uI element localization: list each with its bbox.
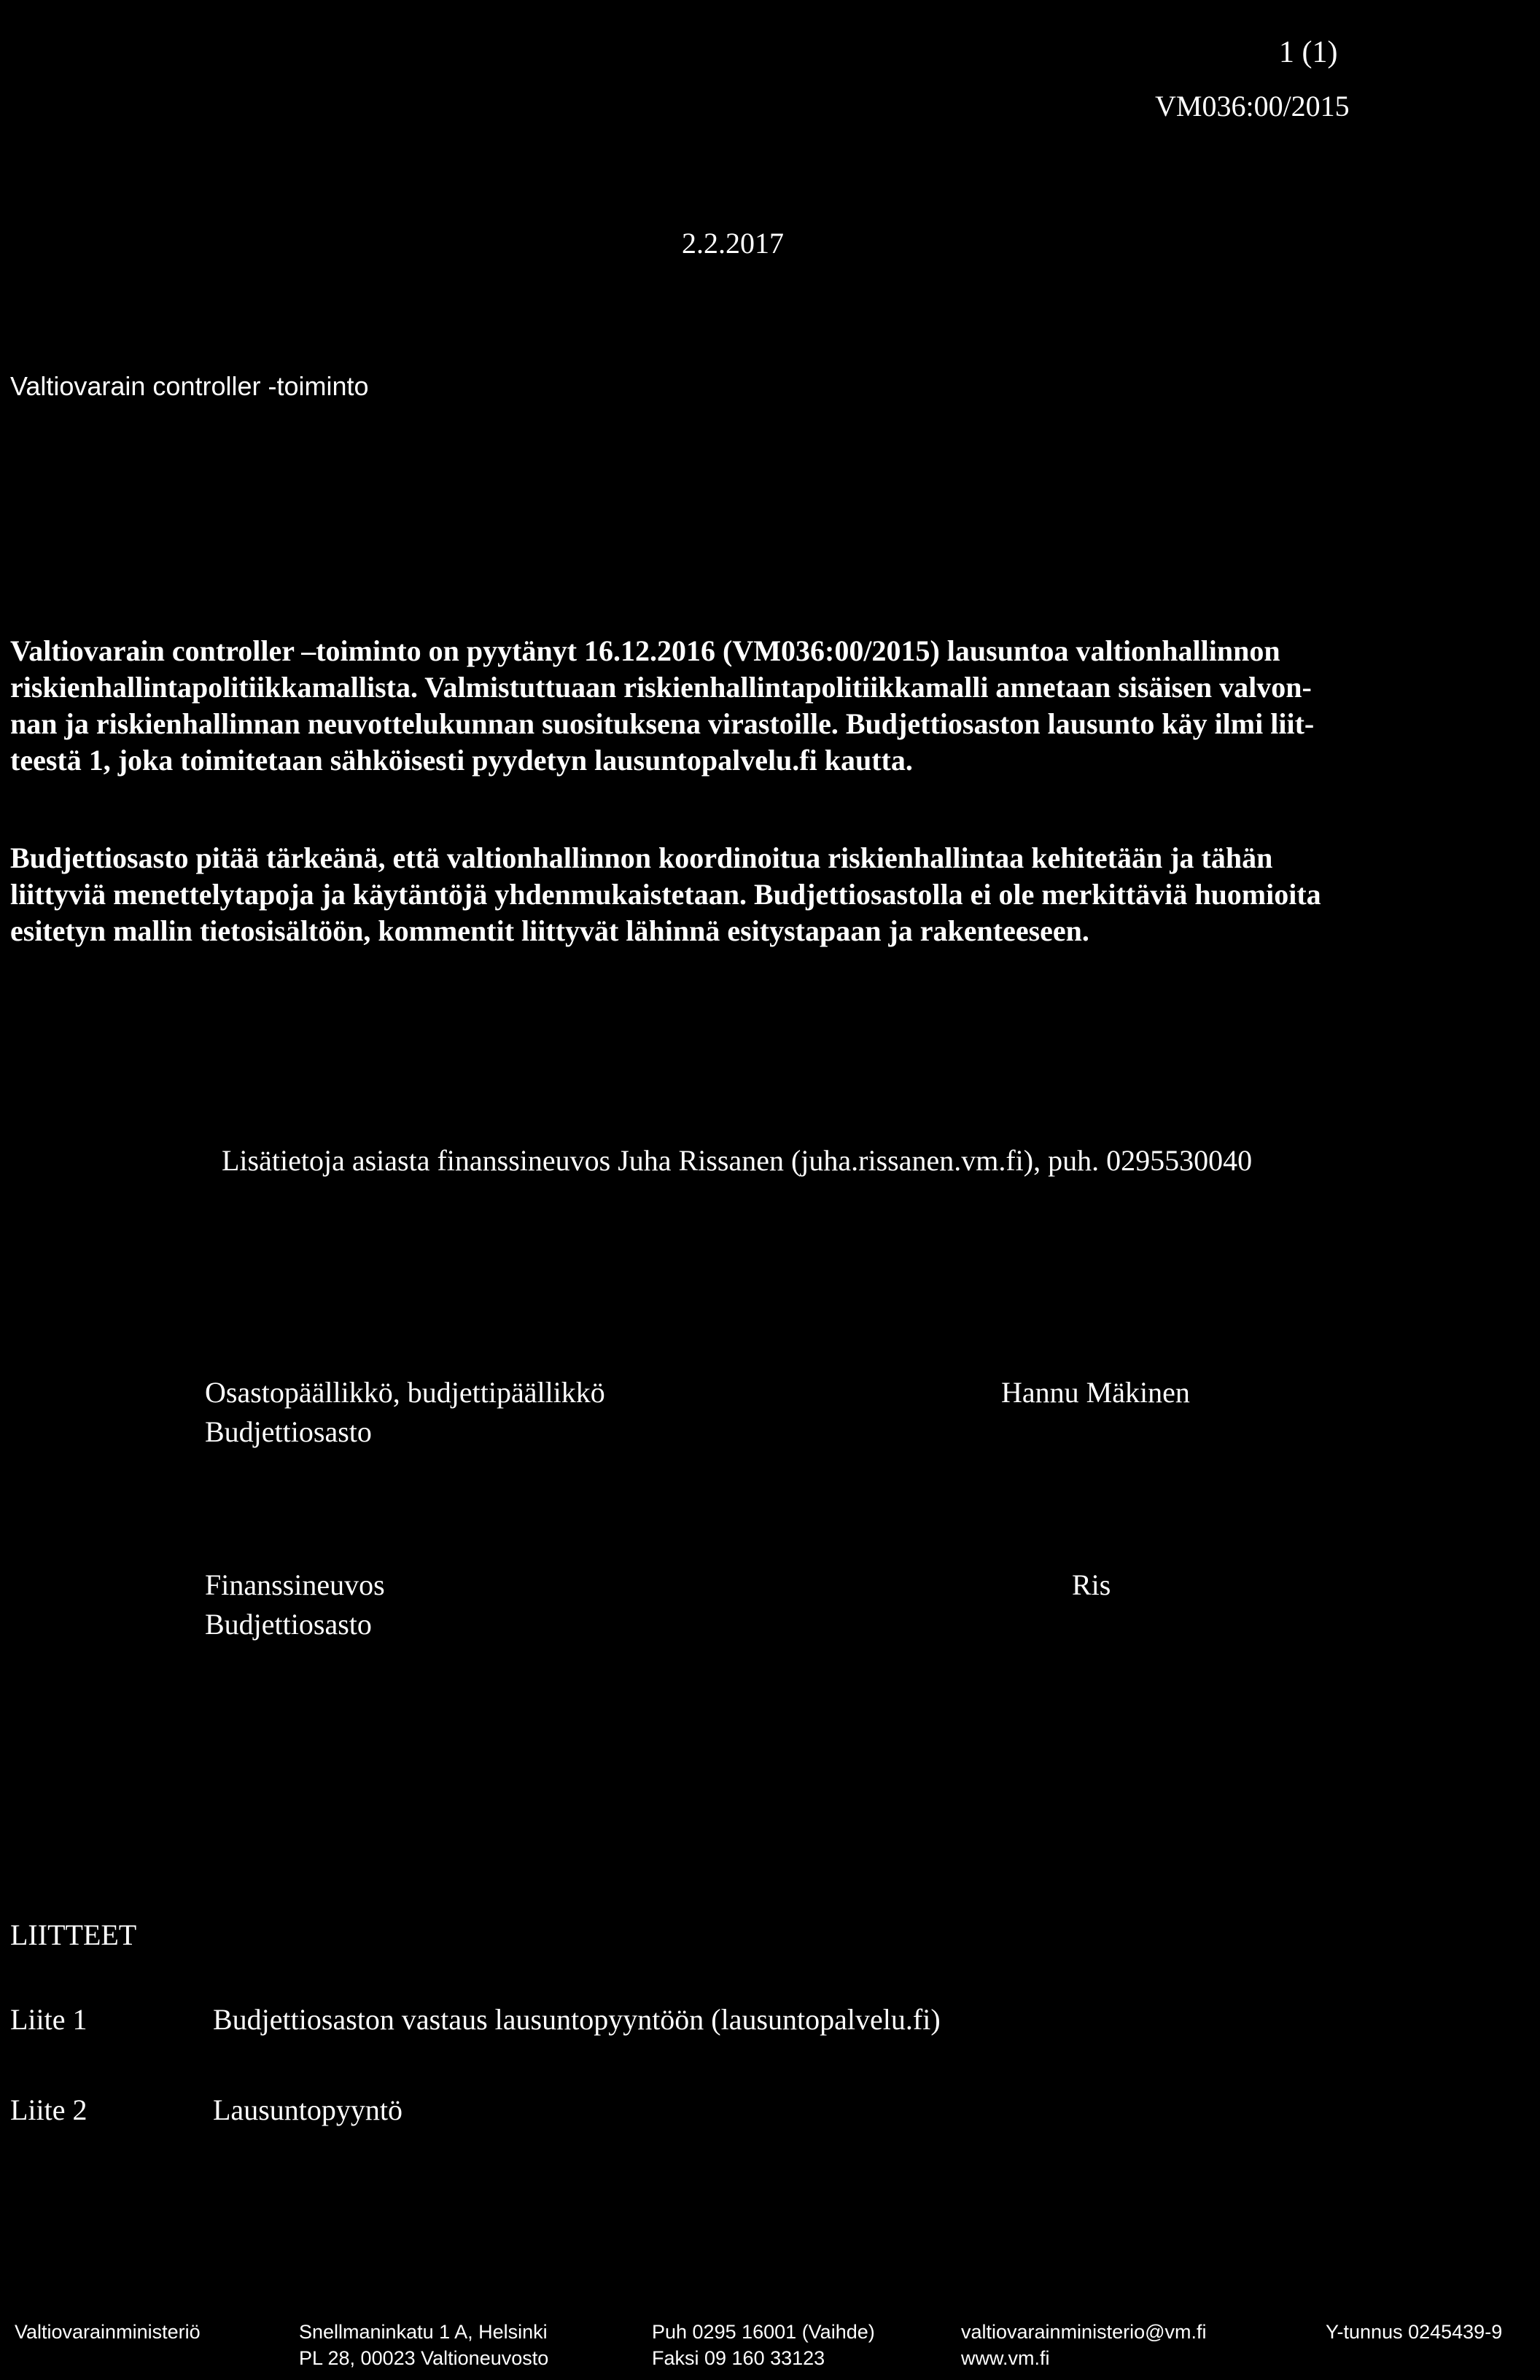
document-date: 2.2.2017	[682, 227, 784, 260]
paragraph-line: riskienhallintapolitiikkamallista. Valmistuttuaan riskienhallintapolitiikkamalli annetaan sisäisen valvon-	[10, 671, 1312, 704]
footer-phone: Puh 0295 16001 (Vaihde)	[652, 2321, 875, 2343]
signature-2-name: Ris	[1072, 1568, 1111, 1601]
paragraph-line: Budjettiosasto pitää tärkeänä, että valtionhallinnon koordinoitua riskienhallintaa kehitetään ja tähän	[10, 841, 1273, 874]
attachment-2-text: Lausuntopyyntö	[213, 2093, 402, 2126]
signature-1-name: Hannu Mäkinen	[1001, 1376, 1190, 1409]
footer-address	[299, 2319, 548, 2372]
footer-email: valtiovarainministerio@vm.fi	[961, 2321, 1207, 2343]
reference-number: VM036:00/2015	[1155, 90, 1350, 122]
footer-organization	[15, 2319, 201, 2345]
attachment-2-label: Liite 2	[10, 2093, 88, 2126]
signature-1-title: Osastopäällikkö, budjettipäällikkö	[205, 1376, 605, 1409]
footer-website: www.vm.fi	[961, 2347, 1050, 2370]
footer-org-name: Valtiovarainministeriö	[15, 2321, 201, 2343]
recipient: Valtiovarain controller -toiminto	[10, 371, 369, 401]
footer-business-id: Y-tunnus 0245439-9	[1326, 2321, 1503, 2343]
footer-phone-fax	[652, 2319, 875, 2372]
attachments-heading: LIITTEET	[10, 1918, 137, 1951]
paragraph-line: nan ja riskienhallinnan neuvottelukunnan suosituksena virastoille. Budjettiosaston lausunto käy ilmi liit-	[10, 707, 1315, 740]
body-paragraph-1	[10, 633, 1527, 779]
paragraph-line: Valtiovarain controller –toiminto on pyytänyt 16.12.2016 (VM036:00/2015) lausuntoa valtionhallinnon	[10, 634, 1280, 667]
body-paragraph-2	[10, 840, 1527, 949]
footer-street-address: Snellmaninkatu 1 A, Helsinki	[299, 2321, 548, 2343]
attachment-1-text: Budjettiosaston vastaus lausuntopyyntöön (lausuntopalvelu.fi)	[213, 2003, 941, 2036]
footer-contact	[961, 2319, 1207, 2372]
attachment-1-label: Liite 1	[10, 2003, 88, 2036]
page-number: 1 (1)	[1279, 36, 1338, 69]
footer-fax: Faksi 09 160 33123	[652, 2347, 825, 2370]
paragraph-line: esitetyn mallin tietosisältöön, kommentit liittyvät lähinnä esitystapaan ja rakenteeseen.	[10, 914, 1089, 947]
paragraph-line: teestä 1, joka toimitetaan sähköisesti pyydetyn lausuntopalvelu.fi kautta.	[10, 744, 913, 777]
footer-business-id-col	[1326, 2319, 1502, 2345]
contact-info: Lisätietoja asiasta finanssineuvos Juha Rissanen (juha.rissanen.vm.fi), puh. 0295530040	[222, 1144, 1253, 1177]
signature-2-department: Budjettiosasto	[205, 1608, 372, 1641]
signature-1-department: Budjettiosasto	[205, 1415, 372, 1448]
signature-2-title: Finanssineuvos	[205, 1568, 385, 1601]
footer-postal-address: PL 28, 00023 Valtioneuvosto	[299, 2347, 549, 2370]
paragraph-line: liittyviä menettelytapoja ja käytäntöjä yhdenmukaistetaan. Budjettiosastolla ei ole merkittäviä huomioita	[10, 878, 1321, 911]
